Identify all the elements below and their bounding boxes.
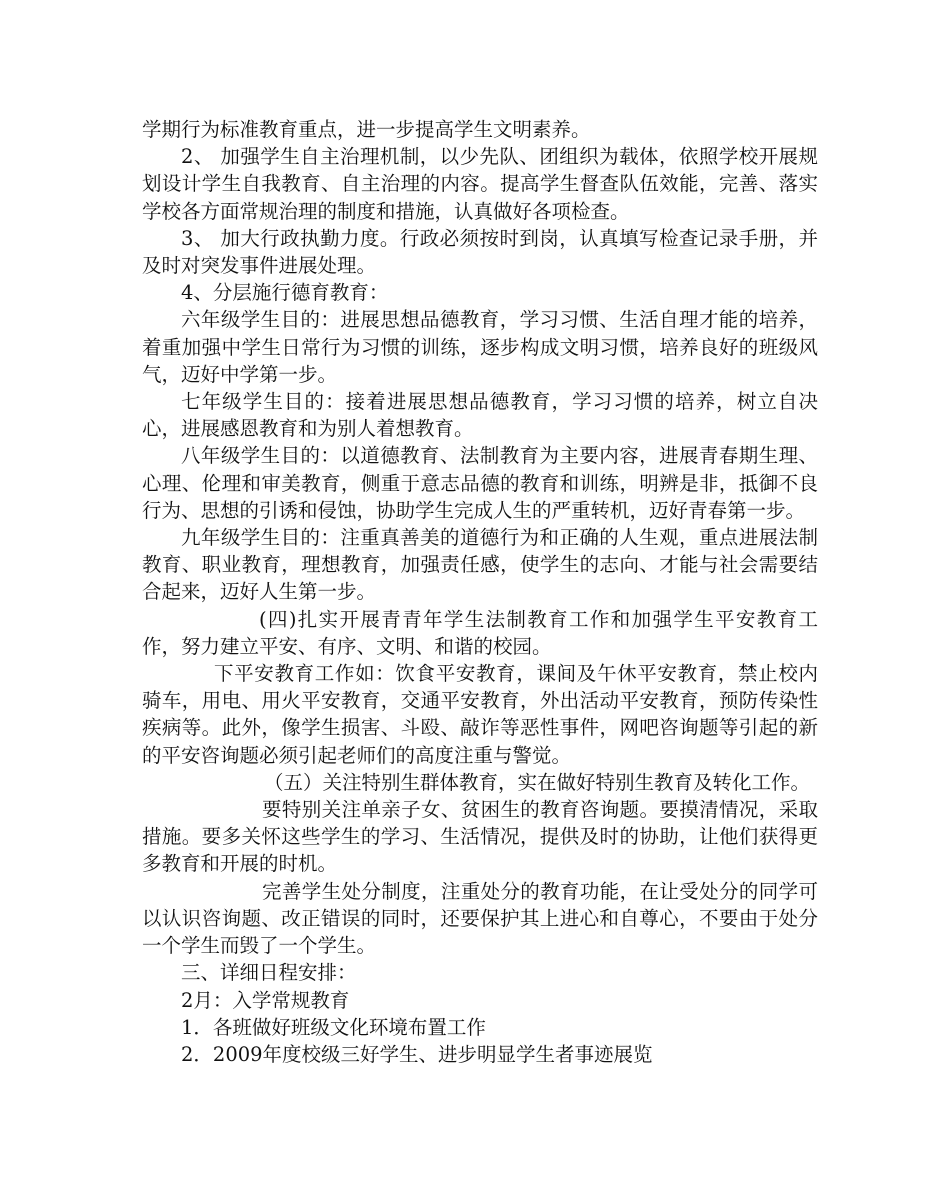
paragraph-grade-eight-goals: 八年级学生目的：以道德教育、法制教育为主要内容，进展青春期生理、心理、伦理和审美教育，侧重于意志品德的教育和训练，明辨是非，抵御不良行为、思想的引诱和侵蚀，协助学生完成人生的严重转机，迈好青春第一步。 bbox=[142, 444, 818, 522]
paragraph-discipline-system: 完善学生处分制度，注重处分的教育功能，在让受处分的同学可以认识咨询题、改正错误的同时，还要保护其上进心和自尊心，不要由于处分一个学生而毁了一个学生。 bbox=[142, 879, 818, 958]
paragraph-behavior-standard: 学期行为标准教育重点，进一步提高学生文明素养。 bbox=[142, 118, 591, 141]
paragraph-schedule-heading: 三、详细日程安排： bbox=[181, 961, 357, 985]
paragraph-schedule-item-1: 1．各班做好班级文化环境布置工作 bbox=[181, 1015, 486, 1039]
paragraph-administrative-duty: 3、 加大行政执勤力度。行政必须按时到岗，认真填写检查记录手册，并及时对突发事件进展处理。 bbox=[142, 226, 818, 278]
paragraph-section-five: （五）关注特别生群体教育，实在做好特别生教育及转化工作。 bbox=[264, 770, 811, 794]
paragraph-safety-education: 下平安教育工作如：饮食平安教育，课间及午休平安教育，禁止校内骑车，用电、用火平安教育，交通平安教育，外出活动平安教育，预防传染性疾病等。此外，像学生损害、斗殴、敲诈等恶性事件，网吧咨询题等引起的新的平安咨询题必须引起老师们的高度注重与警觉。 bbox=[142, 662, 818, 767]
paragraph-special-students: 要特别关注单亲子女、贫困生的教育咨询题。要摸清情况，采取措施。要多关怀这些学生的学习、生活情况，提供及时的协助，让他们获得更多教育和开展的时机。 bbox=[142, 798, 818, 876]
paragraph-schedule-item-2: 2．2009年度校级三好学生、进步明显学生者事迹展览 bbox=[181, 1042, 653, 1066]
paragraph-grade-nine-goals: 九年级学生目的：注重真善美的道德行为和正确的人生观，重点进展法制教育、职业教育，理想教育，加强责任感，使学生的志向、才能与社会需要结合起来，迈好人生第一步。 bbox=[142, 526, 818, 604]
paragraph-layered-education: 4、分层施行德育教育： bbox=[181, 281, 389, 305]
paragraph-section-four: (四)扎实开展青青年学生法制教育工作和加强学生平安教育工作，努力建立平安、有序、文明、和谐的校园。 bbox=[142, 607, 818, 658]
document-body bbox=[142, 116, 818, 1068]
paragraph-self-governance: 2、 加强学生自主治理机制，以少先队、团组织为载体，依照学校开展规划设计学生自我教育、自主治理的内容。提高学生督查队伍效能，完善、落实学校各方面常规治理的制度和措施，认真做好各项检查。 bbox=[142, 145, 818, 223]
paragraph-grade-seven-goals: 七年级学生目的：接着进展思想品德教育，学习习惯的培养，树立自决心，进展感恩教育和为别人着想教育。 bbox=[142, 390, 818, 441]
paragraph-february-heading: 2月：入学常规教育 bbox=[181, 988, 350, 1012]
paragraph-grade-six-goals: 六年级学生目的：进展思想品德教育，学习习惯、生活自理才能的培养，着重加强中学生日常行为习惯的训练，逐步构成文明习惯，培养良好的班级风气，迈好中学第一步。 bbox=[142, 308, 818, 386]
